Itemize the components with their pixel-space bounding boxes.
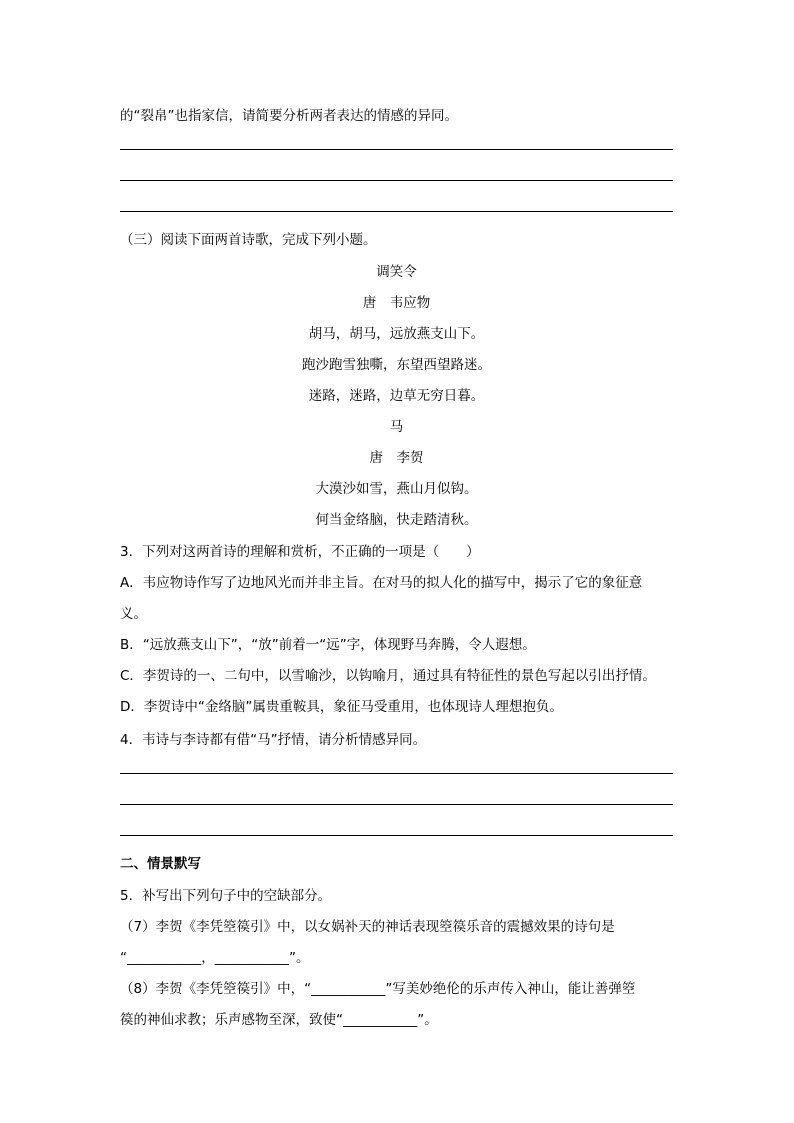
question-5-item-8: （8）李贺《李凭箜篌引》中，“___________”写美妙绝伦的乐声传入神山，能让善弹箜 (120, 981, 636, 997)
poem-1-title: 调笑令 (376, 264, 417, 280)
poem-1-author: 唐 韦应物 (362, 295, 431, 311)
question-5-item-7-blanks: “___________，___________”。 (120, 950, 310, 966)
answer-line (120, 180, 673, 181)
answer-line (120, 211, 673, 212)
poem-2-title: 马 (389, 419, 404, 435)
option-b: B．“远放燕支山下”，“放”前着一“远”字，体现野马奔腾，令人遐想。 (120, 637, 536, 653)
poem-2-author: 唐 李贺 (369, 450, 424, 466)
option-c: C．李贺诗的一、二句中，以雪喻沙，以钩喻月，通过具有特征性的景色写起以引出抒情。 (120, 668, 656, 684)
option-a-continued: 义。 (120, 606, 147, 622)
option-d: D．李贺诗中“金络脑”属贵重鞍具，象征马受重用，也体现诗人理想抱负。 (120, 699, 563, 715)
answer-line (120, 835, 673, 836)
question-2-tail: 的“裂帛”也指家信，请简要分析两者表达的情感的异同。 (120, 108, 458, 124)
poem-2-line: 何当金络脑，快走踏清秋。 (315, 512, 478, 528)
question-5-item-7: （7）李贺《李凭箜篌引》中，以女娲补天的神话表现箜篌乐音的震撼效果的诗句是 (120, 919, 615, 935)
section-3-intro: （三）阅读下面两首诗歌，完成下列小题。 (120, 232, 377, 248)
answer-line (120, 773, 673, 774)
question-4: 4．韦诗与李诗都有借“马”抒情，请分析情感异同。 (120, 732, 427, 748)
section-two-heading: 二、情景默写 (120, 856, 201, 872)
question-3-stem: 3．下列对这两首诗的理解和赏析，不正确的一项是（ ） (120, 544, 480, 560)
answer-line (120, 804, 673, 805)
answer-line (120, 149, 673, 150)
poem-1-line: 跑沙跑雪独嘶，东望西望路迷。 (302, 357, 491, 373)
option-a: A．韦应物诗作写了边地风光而并非主旨。在对马的拟人化的描写中，揭示了它的象征意 (120, 575, 643, 591)
poem-1-line: 迷路，迷路，边草无穷日暮。 (308, 388, 485, 404)
poem-1-line: 胡马，胡马，远放燕支山下。 (308, 326, 485, 342)
poem-2-line: 大漠沙如雪，燕山月似钩。 (315, 481, 478, 497)
question-5-stem: 5．补写出下列句子中的空缺部分。 (120, 888, 332, 904)
question-5-item-8-continued: 篌的神仙求教；乐声感物至深，致使“___________”。 (120, 1012, 438, 1028)
